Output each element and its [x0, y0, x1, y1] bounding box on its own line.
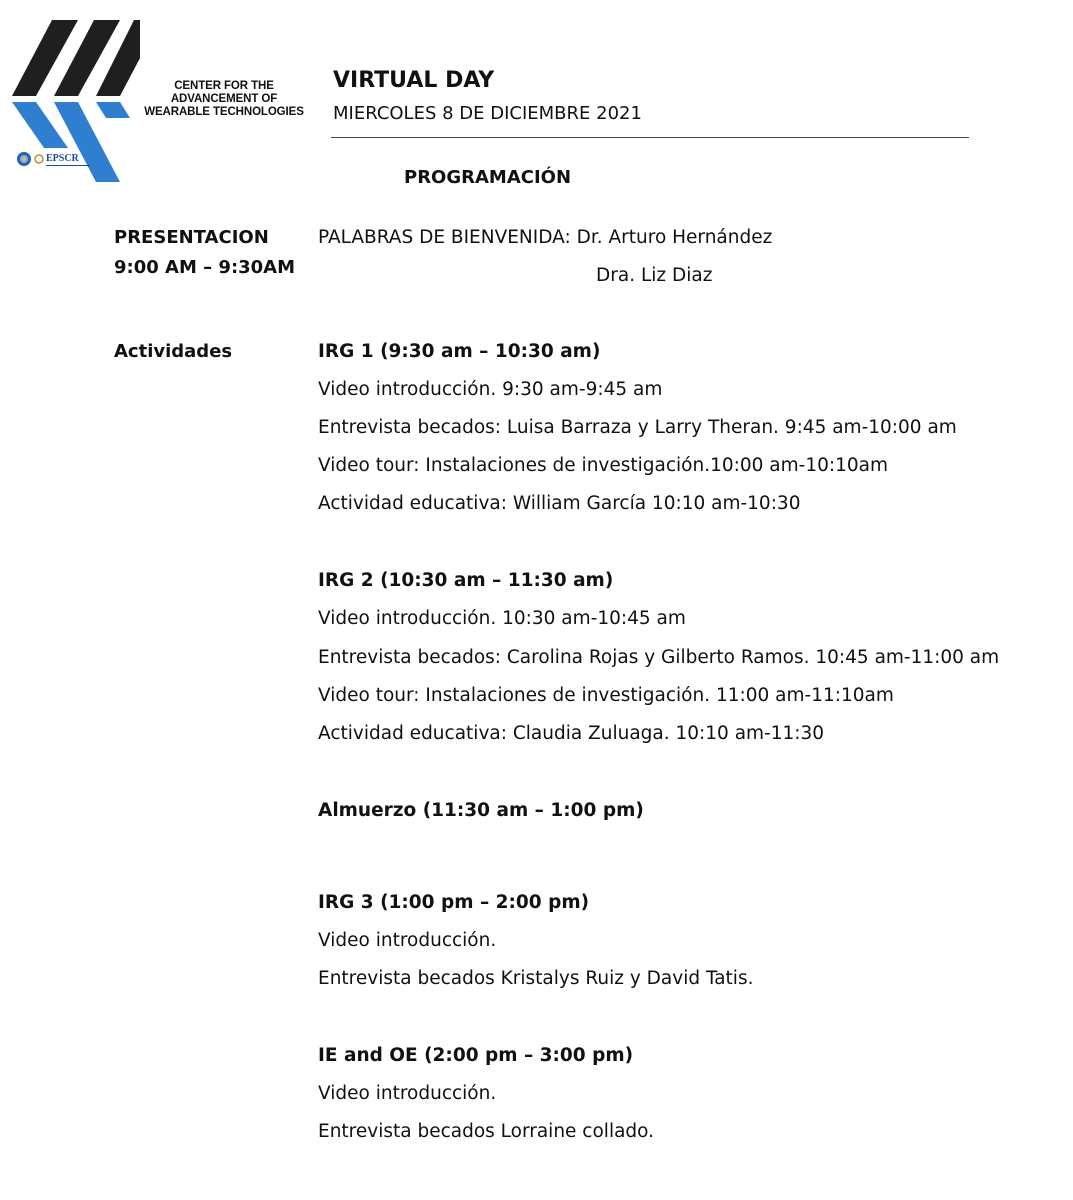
welcome-line: PALABRAS DE BIENVENIDA: Dr. Arturo Hernández — [318, 227, 773, 248]
irg1-item: Entrevista becados: Luisa Barraza y Larry Theran. 9:45 am-10:00 am — [318, 417, 957, 438]
presentation-time: 9:00 AM – 9:30AM — [114, 257, 296, 278]
org-name-line-1: CENTER FOR THE — [174, 80, 274, 92]
event-title: VIRTUAL DAY — [333, 68, 495, 93]
irg1-heading: IRG 1 (9:30 am – 10:30 am) — [318, 341, 601, 362]
irg2-item: Video introducción. 10:30 am-10:45 am — [318, 608, 686, 629]
lunch-heading: Almuerzo (11:30 am – 1:00 pm) — [318, 800, 644, 821]
irg1-item: Actividad educativa: William García 10:10 am-10:30 — [318, 493, 801, 514]
irg2-item: Video tour: Instalaciones de investigación. 11:00 am-11:10am — [318, 685, 894, 706]
irg3-item: Entrevista becados Kristalys Ruiz y David Tatis. — [318, 968, 754, 989]
header-divider — [331, 137, 969, 138]
presentation-label: PRESENTACION — [114, 227, 269, 248]
org-name-line-2: ADVANCEMENT OF — [170, 93, 278, 105]
event-date: MIERCOLES 8 DE DICIEMBRE 2021 — [333, 103, 642, 124]
ieoe-item: Video introducción. — [318, 1083, 497, 1104]
ieoe-item: Entrevista becados Lorraine collado. — [318, 1121, 655, 1142]
irg3-heading: IRG 3 (1:00 pm – 2:00 pm) — [318, 892, 590, 913]
section-title: PROGRAMACIÓN — [404, 167, 572, 188]
activities-label: Actividades — [114, 341, 233, 362]
nsf-seal-icon — [16, 151, 32, 167]
welcome-line-2: Dra. Liz Diaz — [596, 265, 713, 286]
irg2-item: Actividad educativa: Claudia Zuluaga. 10:10 am-11:30 — [318, 723, 825, 744]
irg2-item: Entrevista becados: Carolina Rojas y Gilberto Ramos. 10:45 am-11:00 am — [318, 647, 1000, 668]
irg2-heading: IRG 2 (10:30 am – 11:30 am) — [318, 570, 614, 591]
ieoe-heading: IE and OE (2:00 pm – 3:00 pm) — [318, 1045, 634, 1066]
irg1-item: Video tour: Instalaciones de investigación.10:00 am-10:10am — [318, 455, 888, 476]
irg3-item: Video introducción. — [318, 930, 497, 951]
cawt-logo — [10, 18, 310, 188]
org-name-line-3: WEARABLE TECHNOLOGIES — [144, 106, 304, 118]
partner-name: EPSCR — [46, 153, 79, 164]
epscr-mark-icon — [34, 154, 44, 164]
irg1-item: Video introducción. 9:30 am-9:45 am — [318, 379, 663, 400]
partner-underline — [46, 165, 90, 166]
